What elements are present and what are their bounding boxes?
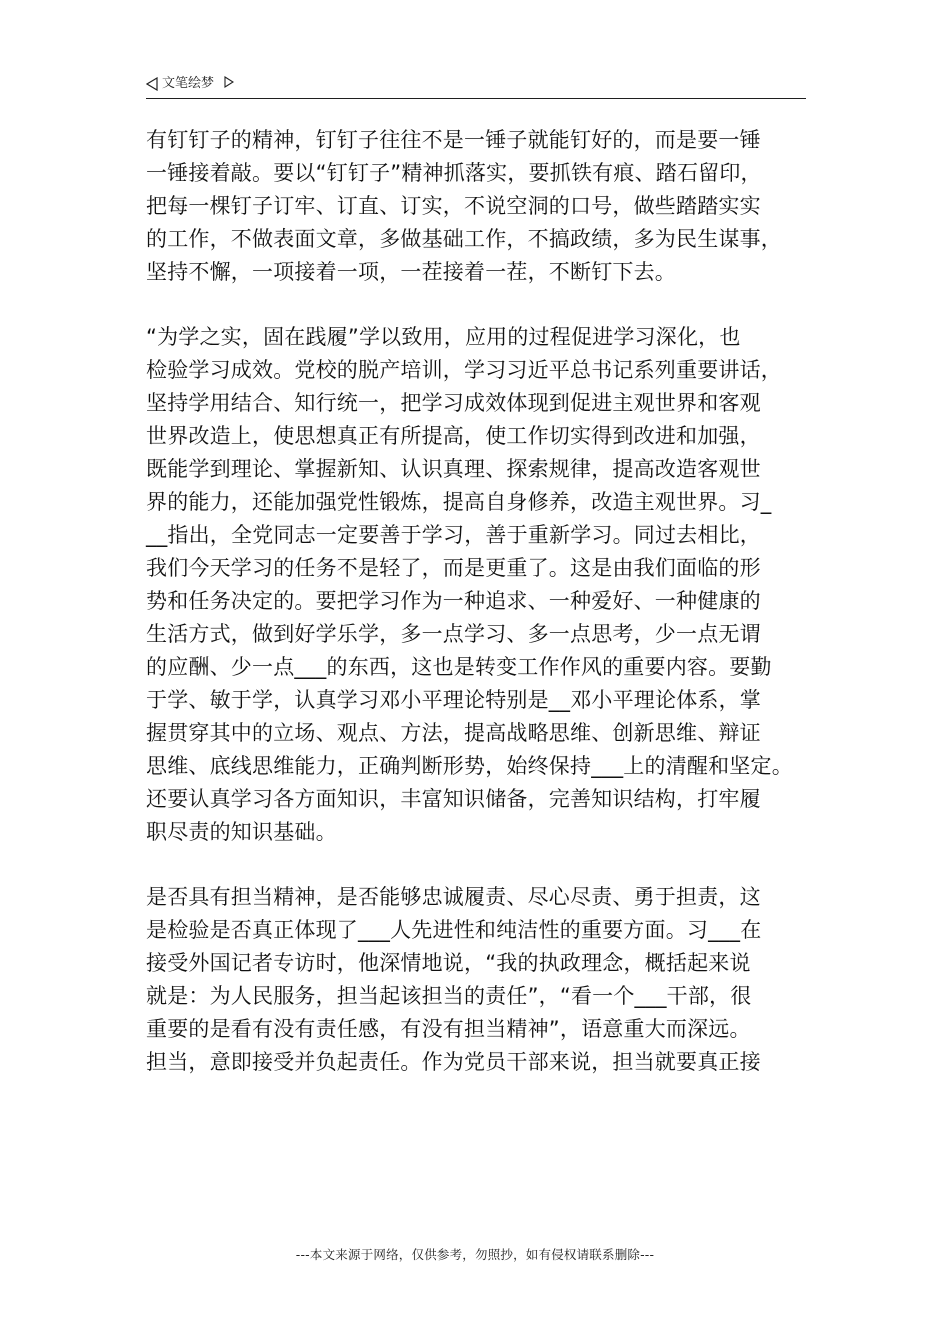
document-body: [146, 124, 818, 1079]
triangle-right-icon: [224, 76, 234, 88]
text-line: 职尽责的知识基础。: [146, 820, 337, 844]
text-line: 把每一棵钉子订牢、订直、订实，不说空洞的口号，做些踏踏实实: [146, 194, 761, 218]
triangle-left-icon: [146, 77, 158, 91]
text-line: 思维、底线思维能力，正确判断形势，始终保持___上的清醒和坚定。: [146, 754, 793, 778]
text-line: __指出，全党同志一定要善于学习，善于重新学习。同过去相比，: [146, 523, 761, 547]
paragraph-1: [146, 124, 818, 289]
paragraph-spacer: [146, 849, 818, 881]
text-line: 担当，意即接受并负起责任。作为党员干部来说，担当就要真正接: [146, 1050, 761, 1074]
paragraph-3: [146, 881, 818, 1079]
text-line: 一锤接着敲。要以“钉钉子”精神抓落实，要抓铁有痕、踏石留印，: [146, 161, 762, 185]
text-line: 坚持学用结合、知行统一，把学习成效体现到促进主观世界和客观: [146, 391, 761, 415]
text-line: 重要的是看有没有责任感，有没有担当精神”，语意重大而深远。: [146, 1017, 751, 1041]
text-line: 接受外国记者专访时，他深情地说，“我的执政理念，概括起来说: [146, 951, 751, 975]
text-line: 生活方式，做到好学乐学，多一点学习、多一点思考，少一点无谓: [146, 622, 761, 646]
page-header: [146, 74, 806, 99]
text-line: 势和任务决定的。要把学习作为一种追求、一种爱好、一种健康的: [146, 589, 761, 613]
text-line: “为学之实，固在践履”学以致用，应用的过程促进学习深化，也: [146, 325, 741, 349]
header-title-group: [146, 74, 234, 94]
text-line: 我们今天学习的任务不是轻了，而是更重了。这是由我们面临的形: [146, 556, 761, 580]
text-line: 是检验是否真正体现了___人先进性和纯洁性的重要方面。习___在: [146, 918, 762, 942]
paragraph-2: [146, 321, 818, 849]
text-line: 既能学到理论、掌握新知、认识真理、探索规律，提高改造客观世: [146, 457, 761, 481]
text-line: 于学、敏于学，认真学习邓小平理论特别是__邓小平理论体系，掌: [146, 688, 761, 712]
text-line: 检验学习成效。党校的脱产培训，学习习近平总书记系列重要讲话，: [146, 358, 782, 382]
text-line: 的应酬、少一点___的东西，这也是转变工作作风的重要内容。要勤: [146, 655, 772, 679]
text-line: 有钉钉子的精神，钉钉子往往不是一锤子就能钉好的，而是要一锤: [146, 128, 761, 152]
text-line: 握贯穿其中的立场、观点、方法，提高战略思维、创新思维、辩证: [146, 721, 761, 745]
page-footer: ---本文来源于网络，仅供参考，勿照抄，如有侵权请联系删除---: [295, 1247, 655, 1262]
text-line: 还要认真学习各方面知识，丰富知识储备，完善知识结构，打牢履: [146, 787, 761, 811]
text-line: 是否具有担当精神，是否能够忠诚履责、尽心尽责、勇于担责，这: [146, 885, 761, 909]
text-line: 世界改造上，使思想真正有所提高，使工作切实得到改进和加强，: [146, 424, 761, 448]
text-line: 坚持不懈，一项接着一项，一茬接着一茬，不断钉下去。: [146, 260, 676, 284]
text-line: 就是：为人民服务，担当起该担当的责任”，“看一个___干部，很: [146, 984, 752, 1008]
paragraph-spacer: [146, 289, 818, 321]
text-line: 的工作，不做表面文章，多做基础工作，不搞政绩，多为民生谋事，: [146, 227, 782, 251]
header-title: 文笔绘梦: [162, 76, 215, 91]
text-line: 界的能力，还能加强党性锻炼，提高自身修养，改造主观世界。习_: [146, 490, 772, 514]
